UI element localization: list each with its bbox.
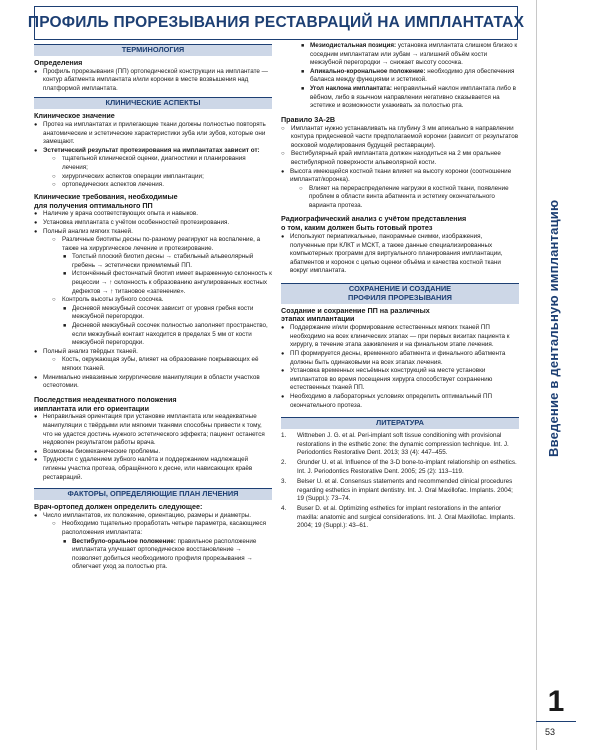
list-item-text: Высота имеющейся костной ткани влияет на высоту коронки (соотношение имплантат/коронка).	[290, 167, 512, 184]
chapter-number: 1	[547, 685, 565, 718]
reference-number: 4.	[281, 505, 287, 513]
section-heading-text: СОХРАНЕНИЕ И СОЗДАНИЕ	[348, 284, 452, 294]
preservation-subheading-line2: этапах имплантации	[281, 314, 355, 324]
list-item	[34, 228, 272, 348]
reference-item	[281, 459, 519, 476]
param-label: Угол наклона имплантата:	[310, 84, 392, 92]
consequences-subheading-line1: Последствия неадекватного положения	[34, 394, 177, 404]
sub-sublist-item: ■ Истончённый фестончатый биотип имеет выраженную склонность к рецессии → ↑ склонность к образованию ангулированных костных дефектов → ↑ титановое «затенение».	[43, 270, 272, 296]
list-item-text: Полный анализ твёрдых тканей.	[43, 347, 138, 355]
list-item: ● Используют периапикальные, панорамные снимки, изображения, полученные при КЛКТ и МСКТ, а также данные специализированных компьютерных программ для виртуального планирования имплантации, абатментов и коронок с целью оценки объёма и качества костной ткани вокруг имплантата.	[281, 233, 519, 276]
section-heading-text: ФАКТОРЫ, ОПРЕДЕЛЯЮЩИЕ ПЛАН ЛЕЧЕНИЯ	[67, 489, 239, 499]
section-heading-text: ПРОФИЛЯ ПРОРЕЗЫВАНИЯ	[348, 292, 452, 302]
sub-sublist-item: ■ Десневой межзубный сосочек зависит от уровня гребня кости межзубной перегородки.	[43, 305, 272, 322]
consequences-subheading-line2: имплантата или его ориентации	[34, 403, 150, 413]
list-item: ● Необходимо в лабораторных условиях определить оптимальный ПП окончательного протеза.	[281, 393, 519, 410]
list-item: ● Возможны биомеханические проблемы.	[34, 448, 272, 457]
list-item: ● Поддержание и/или формирование естественных мягких тканей ПП необходимо на всех клинических этапах — при первых визитах пациента к хирургу, в течение этапа заживления и на финальном этапе лечения.	[281, 324, 519, 350]
sublist-item: ○ ортопедических аспектов лечения.	[43, 181, 272, 190]
list-item: ● Трудности с удалением зубного налёта и поддержанием надлежащей гигиены участка протеза, обращённого к десне, или нависающих краёв реставраций.	[34, 456, 272, 482]
section-heading-text: ТЕРМИНОЛОГИЯ	[121, 45, 185, 54]
list-item	[281, 168, 519, 211]
sublist-item-text: Контроль высоты зубного сосочка.	[62, 296, 164, 304]
section-terminology-heading	[34, 44, 272, 56]
param-text: правильное расположение имплантата улучшает ортопедическое восстановление → позволяет добиться необходимого профиля прорезывания → облегчает уход за полостью рта.	[72, 537, 257, 571]
sub-sublist-item	[281, 85, 519, 111]
page-title: ПРОФИЛЬ ПРОРЕЗЫВАНИЯ РЕСТАВРАЦИЙ НА ИМПЛАНТАТАХ	[27, 14, 525, 31]
sub-sublist	[43, 538, 272, 572]
param-label: Апикально-корональное положение:	[310, 67, 426, 75]
consequences-list	[34, 413, 272, 482]
sublist-item: ○ хирургических аспектов операции имплантации;	[43, 173, 272, 182]
sidebar-title: Введение в дентальную имплантацию	[546, 200, 561, 458]
requirements-list	[34, 210, 272, 390]
list-item: ● Наличие у врача соответствующих опыта и навыков.	[34, 210, 272, 219]
reference-text: Grunder U. et al. Influence of the 3-D bone-to-implant relationship on esthetics. Int. J. Periodontics Restorative Dent. 2005; 25 (2): 113–119.	[297, 459, 517, 475]
reference-item	[281, 505, 519, 531]
sub-sublist-item	[281, 68, 519, 85]
sub-sublist-item: ■ Десневой межзубный сосочек полностью заполняет пространство, если межзубный контакт находится в пределах 5 мм от кости межзубной перегородки.	[43, 322, 272, 348]
references-list	[281, 432, 519, 531]
sublist	[43, 236, 272, 348]
clinical-value-list	[34, 121, 272, 190]
rule-list	[272, 125, 519, 168]
list-item: ● ПП формируется десны, временного абатмента и финального абатмента должны быть одинаковыми на всех этапах лечения.	[281, 350, 519, 367]
radio-subheading-line2: о том, каким должен быть готовый протез	[281, 223, 433, 233]
list-item: ● Установка имплантата с учётом особенностей протезирования.	[34, 219, 272, 228]
sublist-item	[43, 296, 272, 348]
rule-bullets	[281, 168, 519, 211]
reference-item	[281, 432, 519, 458]
sub-sublist	[43, 253, 272, 296]
radio-list	[281, 233, 519, 276]
right-column	[281, 42, 519, 533]
list-item	[34, 512, 272, 572]
position-params-list	[281, 42, 519, 111]
definitions-subheading: Определения	[34, 57, 83, 67]
sublist-item: ○ Имплантат нужно устанавливать на глубину 3 мм апикально в направлении контура придесневой части предполагаемой коронки (зависит от результатов восковой моделирования будущей реставрации).	[272, 125, 519, 151]
list-item: ● Профиль прорезывания (ПП) ортопедической конструкции на имплантате — контур абатмента имплантата и/или коронки в месте возвышения над платформой имплантата.	[34, 68, 272, 94]
param-text: установка имплантата слишком близко к соседним имплантатам или зубам → излишний объём кости межзубной перегородки → снижает высоту сосочка.	[310, 42, 518, 67]
sublist	[43, 520, 272, 572]
sublist-item: ○ Кость, окружающая зубы, влияет на образование покрывающих её мягких тканей.	[43, 356, 272, 373]
sub-sublist-item: ■ Толстый плоский биотип десны → стабильный альвеолярный гребень → эстетически приемлемый ПП.	[43, 253, 272, 270]
list-item: ● Минимально инвазивные хирургические манипуляции в области участков остеотомии.	[34, 374, 272, 391]
requirements-subheading-line1: Клинические требования, необходимые	[34, 191, 178, 201]
list-item: ● Неправильная ориентация при установке имплантата или неадекватные манипуляции с твёрдыми или мягкими тканями способны привести к тому, что не удастся достичь нужного эстетического эффекта; пациент останется недоволен результатом работы врача.	[34, 413, 272, 447]
list-item: ● Протез на имплантатах и прилегающие ткани должны полностью повторять анатомические и эстетические характеристики зуба или зубов, которые они замещают.	[34, 121, 272, 147]
definitions-list	[34, 68, 272, 94]
list-item-text: Эстетический результат протезирования на имплантатах зависит от:	[43, 146, 260, 154]
preservation-subheading-line1: Создание и сохранение ПП на различных	[281, 305, 430, 315]
rule-subheading: Правило 3А-2В	[281, 114, 336, 124]
reference-text: Belser U. et al. Consensus statements and recommended clinical procedures regarding esthetics in implant dentistry. Int. J. Oral Maxillofac. Implants. 2004; 19 (Suppl.): 73–74.	[297, 477, 513, 503]
reference-number: 1.	[281, 431, 287, 439]
section-heading-text: ЛИТЕРАТУРА	[376, 418, 424, 428]
sublist	[43, 356, 272, 373]
sublist-item	[43, 236, 272, 296]
factors-list	[34, 512, 272, 572]
section-factors-heading	[34, 488, 272, 500]
sub-sublist-item	[281, 42, 519, 68]
sub-sublist	[43, 305, 272, 348]
radio-subheading-line1: Радиографический анализ с учётом представления	[281, 214, 467, 224]
reference-text: Buser D. et al. Optimizing esthetics for implant restorations in the anterior maxilla: anatomic and surgical considerations. Int. J. Oral Maxillofac. Implants. 2004; 19 (Suppl.): 43–61.	[297, 505, 516, 530]
reference-number: 2.	[281, 459, 287, 467]
list-item	[34, 147, 272, 190]
sub-sublist-item	[43, 538, 272, 572]
requirements-subheading-line2: для получения оптимального ПП	[34, 200, 153, 210]
page-title-box	[27, 6, 525, 40]
section-literature-heading	[281, 417, 519, 429]
sublist-item	[43, 520, 272, 572]
sublist-item: ○ Влияет на перераспределение нагрузки в костной ткани, появление проблем в области винта абатмента и эстетику окончательного варианта протеза.	[290, 185, 519, 211]
list-item: ● Установка временных несъёмных конструкций на месте установки имплантатов во время посещения хирурга способствует сохранению естественных тканей ПП.	[281, 367, 519, 393]
list-item-text: Число имплантатов, их положение, ориентацию, размеры и диаметры.	[43, 511, 252, 519]
section-heading-text: КЛИНИЧЕСКИЕ АСПЕКТЫ	[105, 98, 201, 108]
list-item-text: Полный анализ мягких тканей.	[43, 227, 133, 235]
clinical-value-subheading: Клиническое значение	[34, 111, 115, 121]
factors-subheading: Врач-ортопед должен определить следующее:	[34, 501, 203, 511]
list-item	[34, 348, 272, 374]
sublist-item: ○ тщательной клинической оценки, диагностики и планирования лечения;	[43, 155, 272, 172]
reference-item	[281, 478, 519, 504]
param-text: неправильный наклон имплантата либо в вёбном, либо в язычном направлении негативно сказывается на эстетике и возможности ухаживать за полостью рта.	[310, 84, 516, 110]
sidebar-divider	[536, 0, 537, 750]
reference-text: Wittneben J. G. et al. Peri-implant soft tissue conditioning with provisional restorations in the esthetic zone: the dynamic compression technique. Int. J. Periodontics Restorative Dent. 2013; 33 (4): 447–455.	[297, 431, 509, 457]
param-text: необходимо для обеспечения баланса между функциями и эстетикой.	[310, 67, 515, 84]
sublist-item-text: Необходимо тщательно проработать четыре параметра, касающиеся расположения имплантата:	[62, 520, 267, 536]
page-number: 53	[545, 727, 556, 737]
reference-number: 3.	[281, 477, 287, 485]
param-label: Мезиодистальная позиция:	[310, 42, 397, 49]
param-label: Вестибуло-оральное положение:	[72, 537, 176, 545]
sublist-item-text: Различные биотипы десны по-разному реагируют на воспаление, а также на хирургическое лечение и протезирование.	[62, 236, 261, 252]
page-number-rule	[536, 721, 576, 722]
sublist	[290, 185, 519, 211]
preservation-list	[281, 324, 519, 410]
sublist-item: ○ Вестибулярный край имплантата должен находиться на 2 мм оральнее вестибулярной поверхности альвеолярной кости.	[272, 150, 519, 167]
section-clinical-heading	[34, 97, 272, 109]
sublist	[43, 155, 272, 189]
section-preservation-heading	[281, 283, 519, 304]
left-column	[34, 40, 272, 572]
